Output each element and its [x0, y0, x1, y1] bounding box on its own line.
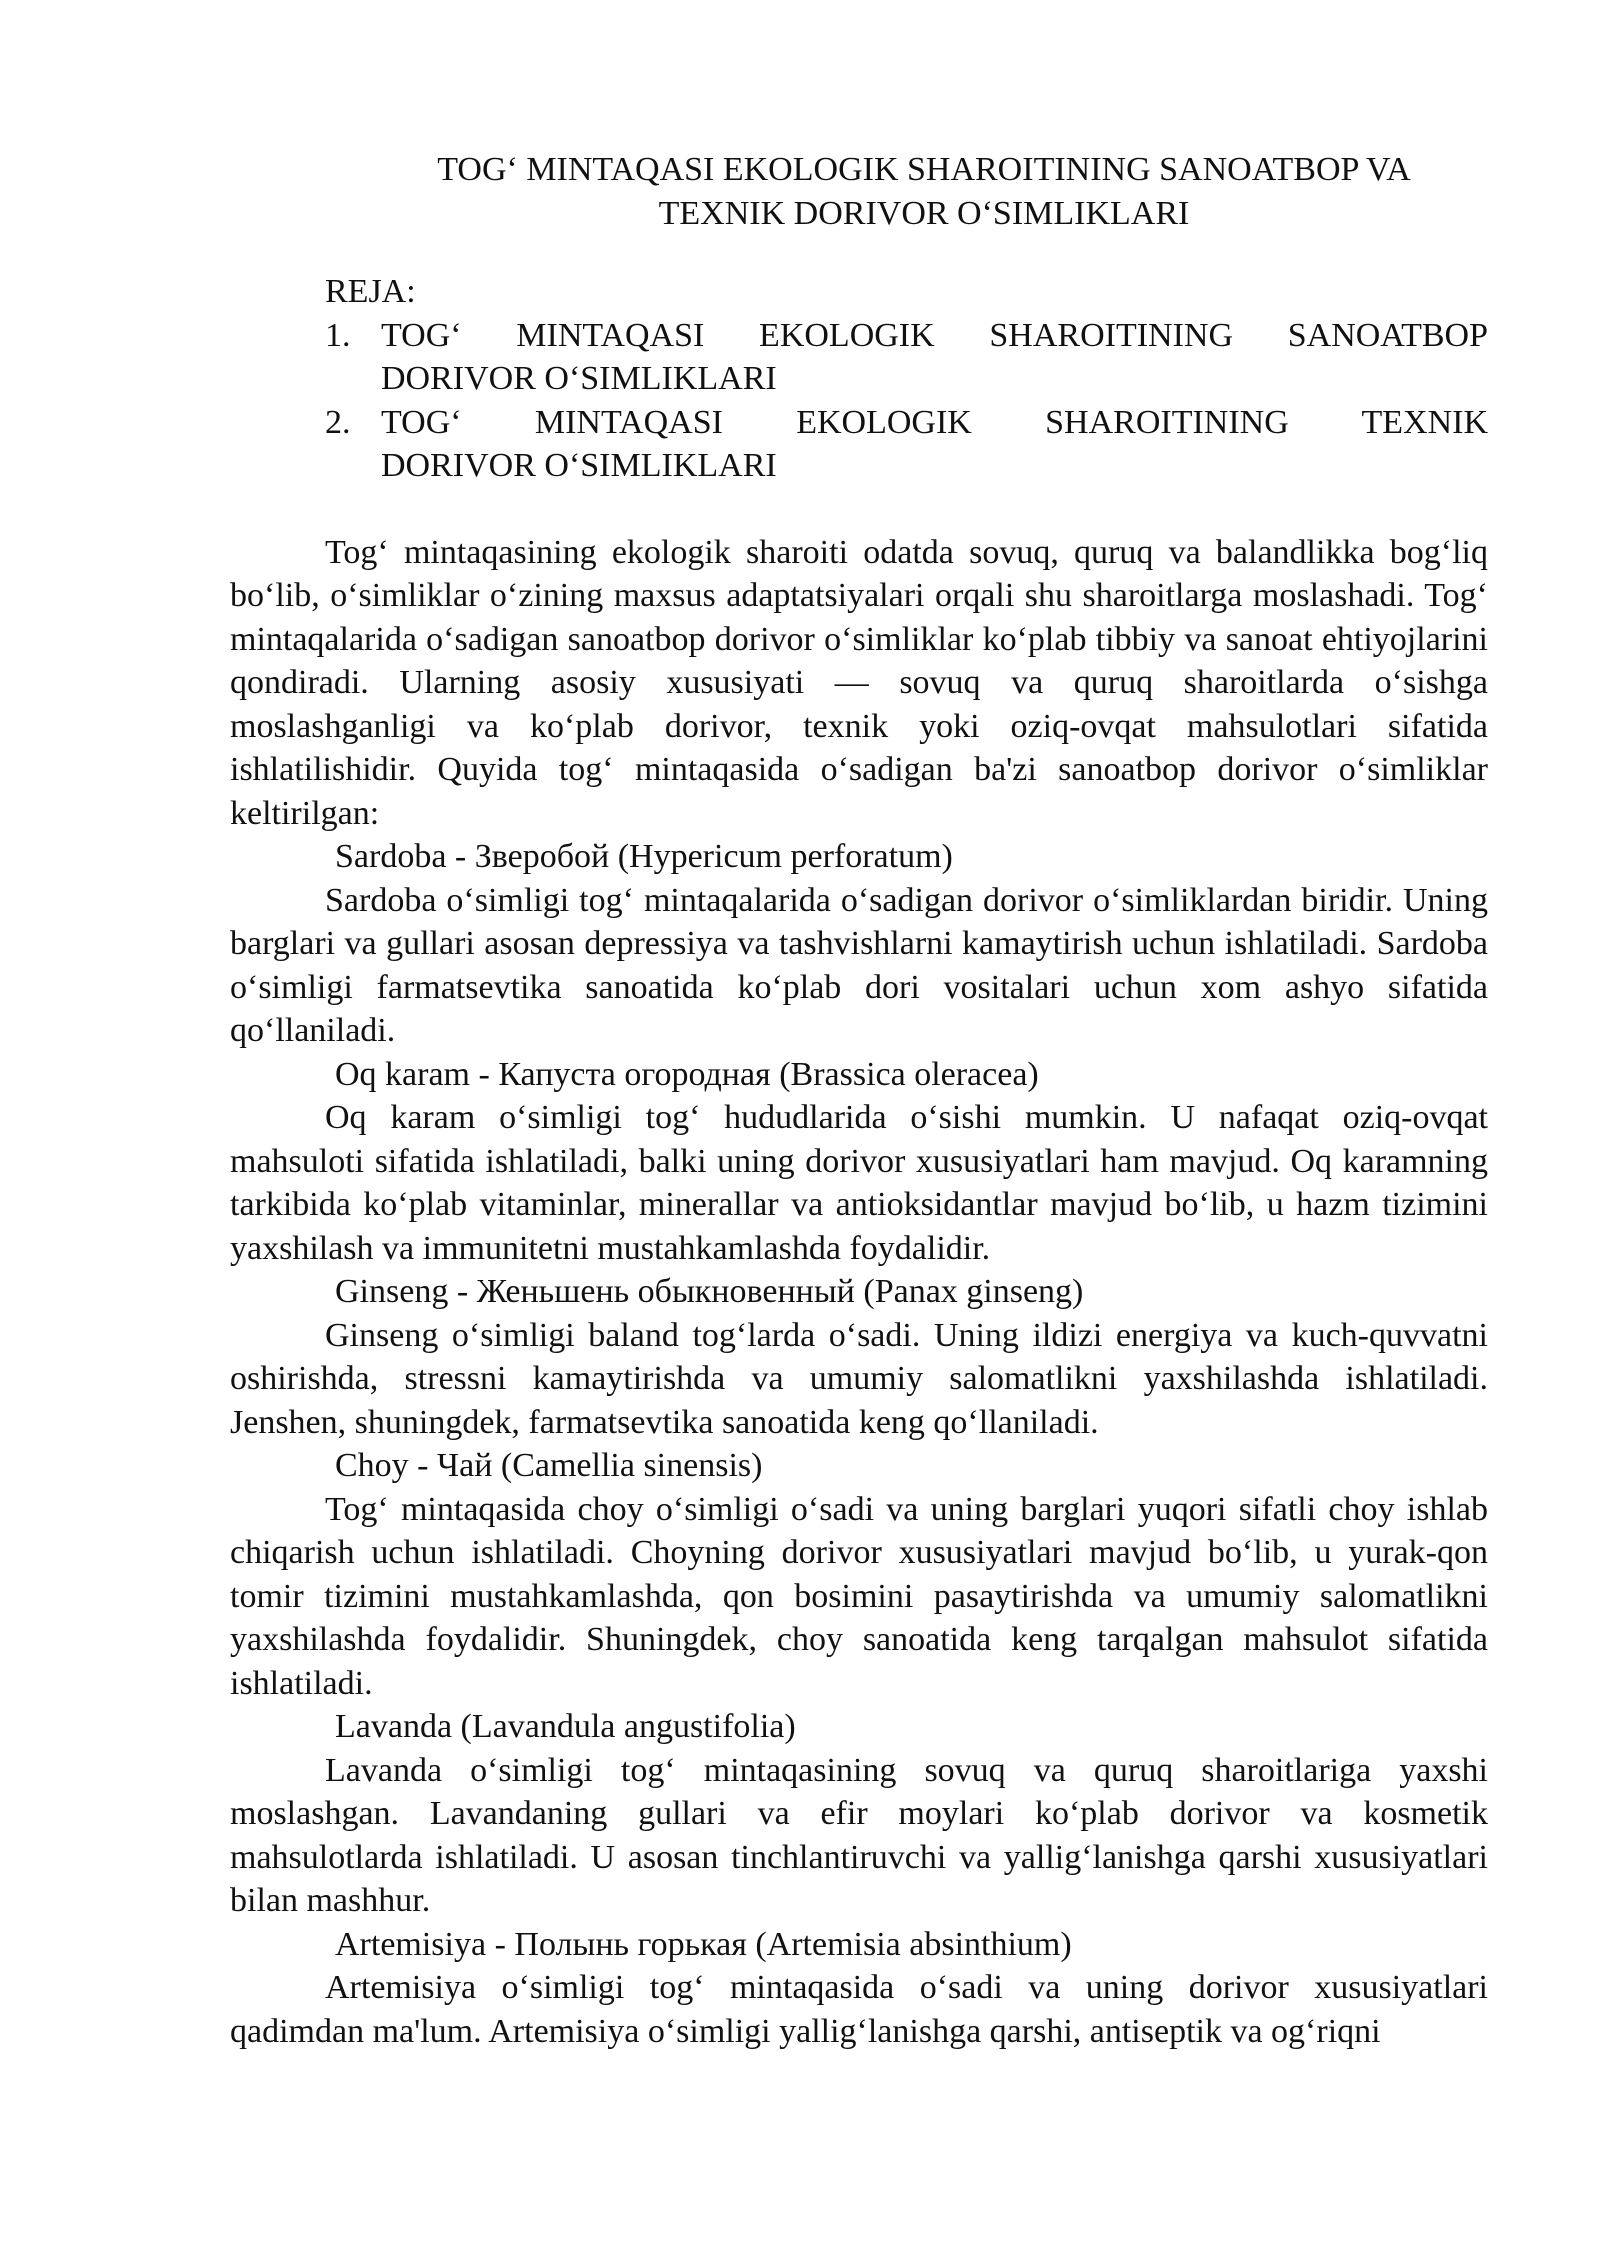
plant-description: Sardoba o‘simligi tog‘ mintaqalarida o‘sadigan dorivor o‘simliklardan biridir. Uning barglari va gullari asosan depressiya va tashvishlarni kamaytirish uchun ishlatiladi. Sardoba o‘simligi farmatsevtika sanoatida ko‘plab dori vositalari uchun xom ashyo sifatida qo‘llaniladi. [230, 881, 1488, 1049]
plant-heading: Lavanda (Lavandula angustifolia) [335, 1708, 796, 1745]
plan-item-text: TOG‘ MINTAQASI EKOLOGIK SHAROITINING TEXNIK [381, 403, 1488, 441]
plan-item-text: TOG‘ MINTAQASI EKOLOGIK SHAROITINING SANOATBOP [381, 316, 1488, 354]
plan-item-1 [325, 314, 1488, 401]
plant-heading: Oq karam - Капуста огородная (Brassica oleracea) [335, 1055, 1039, 1093]
plant-description: Lavanda o‘simligi tog‘ mintaqasining sovuq va quruq sharoitlariga yaxshi moslashgan. Lavandaning gullari va efir moylari ko‘plab dorivor va kosmetik mahsulotlarda ishlatiladi. U asosan tinchlantiruvchi va yallig‘lanishga qarshi xususiyatlari bilan mashhur. [230, 1751, 1488, 1919]
plan-item-text: DORIVOR O‘SIMLIKLARI [381, 447, 777, 484]
plant-description: Artemisiya o‘simligi tog‘ mintaqasida o‘sadi va uning dorivor xususiyatlari qadimdan ma'lum. Artemisiya o‘simligi yallig‘lanishga qarshi, antiseptik va og‘riqni [230, 1969, 1488, 2050]
plant-description: Tog‘ mintaqasida choy o‘simligi o‘sadi va uning barglari yuqori sifatli choy ishlab chiqarish uchun ishlatiladi. Choyning dorivor xususiyatlari mavjud bo‘lib, u yurak-qon tomir tizimini mustahkamlashda, qon bosimini pasaytirishda va umumiy salomatlikni yaxshilashda foydalidir. Shuningdek, choy sanoatida keng tarqalgan mahsulot sifatida ishlatiladi. [230, 1490, 1488, 1702]
plan-heading: REJA: [325, 273, 416, 310]
plant-heading: Choy - Чай (Camellia sinensis) [335, 1447, 763, 1484]
plant-heading: Artemisiya - Полынь горькая (Artemisia absinthium) [335, 1925, 1072, 1963]
plan-item-text: DORIVOR O‘SIMLIKLARI [381, 360, 777, 397]
intro-paragraph: Tog‘ mintaqasining ekologik sharoiti odatda sovuq, quruq va balandlikka bog‘liq bo‘lib, o‘simliklar o‘zining maxsus adaptatsiyalari orqali shu sharoitlarga moslashadi. Tog‘ mintaqalarida o‘sadigan sanoatbop dorivor o‘simliklar ko‘plab tibbiy va sanoat ehtiyojlarini qondiradi. Ularning asosiy xususiyati — sovuq va quruq sharoitlarda o‘sishga moslashganligi va ko‘plab dorivor, texnik yoki oziq-ovqat mahsulotlari sifatida ishlatilishidir. Quyida tog‘ mintaqasida o‘sadigan ba'zi sanoatbop dorivor o‘simliklar keltirilgan: [230, 533, 1488, 832]
plan-item-number: 1. [325, 316, 351, 354]
document-title [360, 148, 1488, 236]
document-body [230, 148, 1488, 2053]
title-line-2: TEXNIK DORIVOR O‘SIMLIKLARI [658, 195, 1190, 232]
plant-heading: Sardoba - Зверобой (Hypericum perforatum) [335, 838, 953, 875]
plan-item-number: 2. [325, 403, 351, 441]
plant-description: Ginseng o‘simligi baland tog‘larda o‘sadi. Uning ildizi energiya va kuch-quvvatni oshirishda, stressni kamaytirishda va umumiy salomatlikni yaxshilashda ishlatiladi. Jenshen, shuningdek, farmatsevtika sanoatida keng qo‘llaniladi. [230, 1316, 1488, 1441]
plan-list [325, 314, 1488, 488]
plan-item-2 [325, 401, 1488, 488]
title-line-1: TOG‘ MINTAQASI EKOLOGIK SHAROITINING SANOATBOP VA [437, 151, 1411, 188]
plant-heading: Ginseng - Женьшень обыкновенный (Panax ginseng) [335, 1273, 1084, 1310]
plant-description: Oq karam o‘simligi tog‘ hududlarida o‘sishi mumkin. U nafaqat oziq-ovqat mahsuloti sifatida ishlatiladi, balki uning dorivor xususiyatlari ham mavjud. Oq karamning tarkibida ko‘plab vitaminlar, minerallar va antioksidantlar mavjud bo‘lib, u hazm tizimini yaxshilash va immunitetni mustahkamlashda foydalidir. [230, 1099, 1488, 1267]
plan-section [325, 270, 1488, 488]
